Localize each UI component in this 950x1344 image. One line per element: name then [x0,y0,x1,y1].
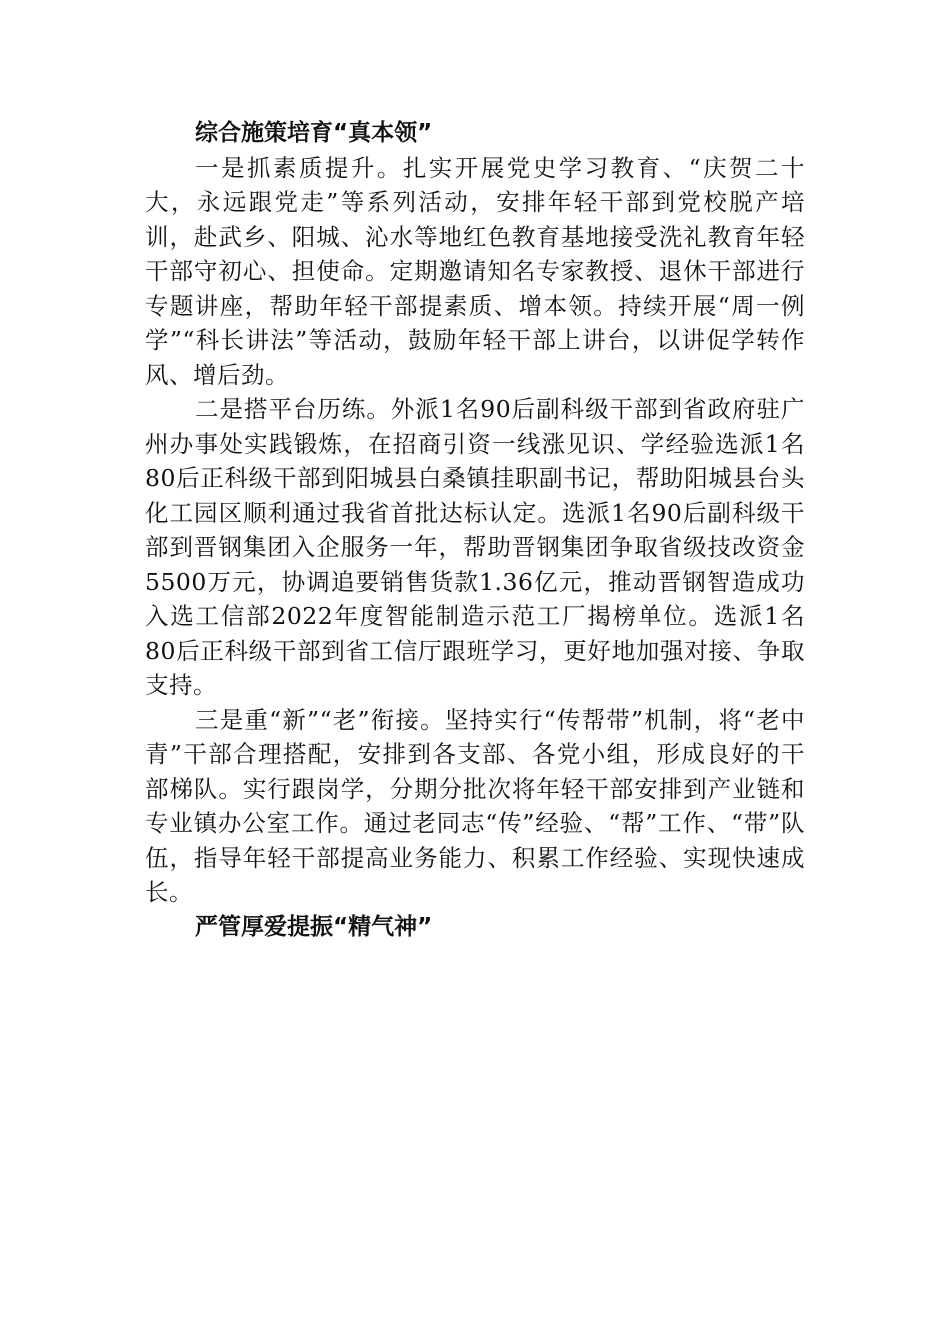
paragraph-mentoring: 三是重“新”“老”衔接。坚持实行“传帮带”机制，将“老中青”干部合理搭配，安排到各支部、各党小组，形成良好的干部梯队。实行跟岗学，分期分批次将年轻干部安排到产业链和专业镇办公室工作。通过老同志“传”经验、“帮”工作、“带”队伍，指导年轻干部提高业务能力、积累工作经验、实现快速成长。 [145,705,805,906]
document-body [145,116,805,944]
paragraph-platform-training: 二是搭平台历练。外派1名90后副科级干部到省政府驻广州办事处实践锻炼，在招商引资一线涨见识、学经验选派1名80后正科级干部到阳城县白桑镇挂职副书记，帮助阳城县台头化工园区顺利通过我省首批达标认定。选派1名90后副科级干部到晋钢集团入企服务一年，帮助晋钢集团争取省级技改资金5500万元，协调追要销售货款1.36亿元，推动晋钢智造成功入选工信部2022年度智能制造示范工厂揭榜单位。选派1名80后正科级干部到省工信厅跟班学习，更好地加强对接、争取支持。 [145,395,805,699]
section-heading-1: 综合施策培育“真本领” [195,120,433,146]
paragraph-quality-improvement: 一是抓素质提升。扎实开展党史学习教育、“庆贺二十大，永远跟党走”等系列活动，安排年轻干部到党校脱产培训，赴武乡、阳城、沁水等地红色教育基地接受洗礼教育年轻干部守初心、担使命。定期邀请知名专家教授、退休干部进行专题讲座，帮助年轻干部提素质、增本领。持续开展“周一例学”“科长讲法”等活动，鼓励年轻干部上讲台，以讲促学转作风、增后劲。 [145,153,805,389]
section-heading-2: 严管厚爱提振“精气神” [195,913,433,940]
